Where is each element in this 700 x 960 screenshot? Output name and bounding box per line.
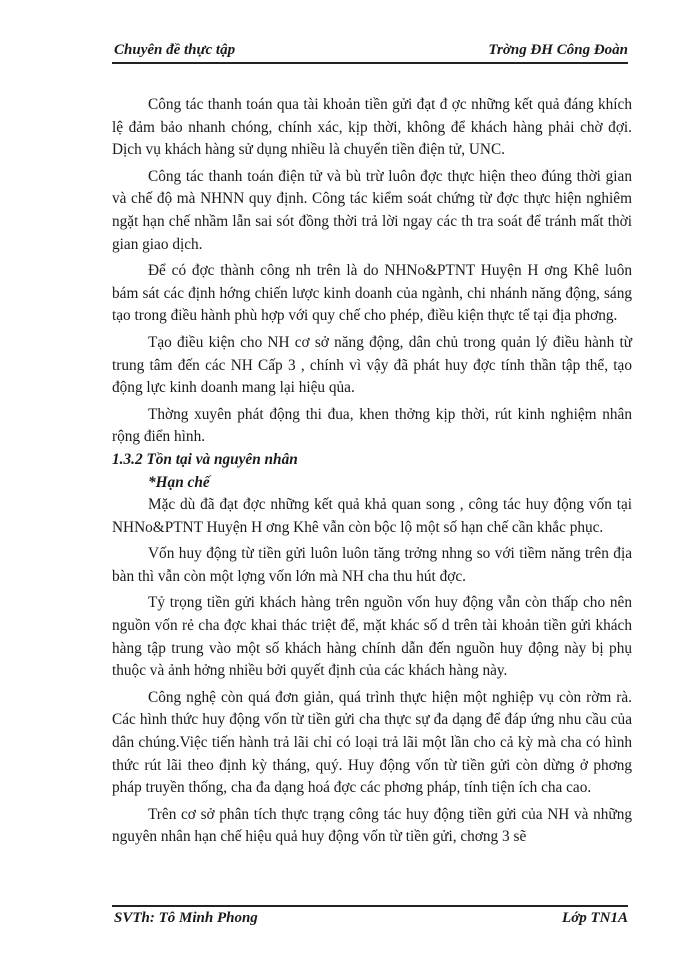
- paragraph: Thờng xuyên phát động thi đua, khen thởng kịp thời, rút kinh nghiệm nhân rộng điển hình.: [112, 405, 632, 446]
- section-heading: 1.3.2 Tồn tại và nguyên nhân: [112, 450, 298, 468]
- paragraph: Để có đợc thành công nh trên là do NHNo&PTNT Huyện H ơng Khê luôn bám sát các định hớng chiến lược kinh doanh của ngành, chi nhánh năng động, sáng tạo trong điều hành phù hợp với quy chế cho phép, điều kiện thực tế tại địa phơng.: [112, 262, 632, 325]
- footer-author: SVTh: Tô Minh Phong: [114, 910, 258, 926]
- paragraph: Công tác thanh toán điện tử và bù trừ luôn đợc thực hiện theo đúng thời gian và chế độ mà NHNN quy định. Công tác kiểm soát chứng từ đợc thực hiện nghiêm ngặt hạn chế nhầm lẫn sai sót đồng thời trả lời ngay các th tra soát để tránh mất thời gian giao dịch.: [112, 167, 632, 253]
- page-header: [112, 40, 628, 64]
- paragraph: Mặc dù đã đạt đợc những kết quả khả quan song , công tác huy động vốn tại NHNo&PTNT Huyện H ơng Khê vẫn còn bộc lộ một số hạn chế cần khắc phục.: [112, 496, 632, 536]
- page-footer: [112, 905, 628, 926]
- header-left-title: Chuyên đề thực tập: [114, 42, 236, 58]
- header-right-title: Trờng ĐH Công Đoàn: [488, 42, 628, 58]
- paragraph: Tỷ trọng tiền gửi khách hàng trên nguồn vốn huy động vẫn còn thấp cho nên nguồn vốn rẻ cha đợc khai thác triệt để, mặt khác số d trên tài khoản tiền gửi khách hàng tập trung vào một số khách hàng chính dẫn đến nguồn huy động này bị phụ thuộc và ảnh hởng nhiều bởi quyết định của các khách hàng này.: [112, 594, 632, 680]
- footer-class: Lớp TN1A: [562, 910, 628, 926]
- subsection-heading: *Hạn chế: [148, 473, 210, 491]
- paragraph: Tạo điều kiện cho NH cơ sở năng động, dân chủ trong quản lý điều hành từ trung tâm đến các NH Cấp 3 , chính vì vậy đã phát huy đợc tính thần tập thể, tạo động lực kinh doanh mang lại hiệu qủa.: [112, 333, 632, 397]
- paragraph: Trên cơ sở phân tích thực trạng công tác huy động tiền gửi của NH và những nguyên nhân hạn chế hiệu quả huy động vốn từ tiền gửi, chơng 3 sẽ: [112, 805, 632, 846]
- paragraph: Vốn huy động từ tiền gửi luôn luôn tăng trởng nhng so với tiềm năng trên địa bàn thì vẫn còn một lợng vốn lớn mà NH cha thu hút đợc.: [112, 545, 632, 585]
- document-body: [112, 94, 632, 849]
- paragraph: Công tác thanh toán qua tài khoản tiền gửi đạt đ ợc những kết quả đáng khích lệ đảm bảo nhanh chóng, chính xác, kịp thời, không để khách hàng phải chờ đợi. Dịch vụ khách hàng sử dụng nhiều là chuyển tiền điện tử, UNC.: [112, 96, 632, 159]
- paragraph: Công nghệ còn quá đơn giản, quá trình thực hiện một nghiệp vụ còn rờm rà. Các hình thức huy động vốn từ tiền gửi cha thực sự đa dạng để đáp ứng nhu cầu của dân chúng.Việc tiến hành trả lãi chỉ có loại trả lãi một lần cho cả kỳ mà cha có hình thức rút lãi theo định kỳ tháng, quý. Huy động vốn từ tiền gửi còn dừng ở phơng pháp truyền thống, cha đa dạng hoá đợc các phơng pháp, tính tiện ích cha cao.: [112, 688, 632, 797]
